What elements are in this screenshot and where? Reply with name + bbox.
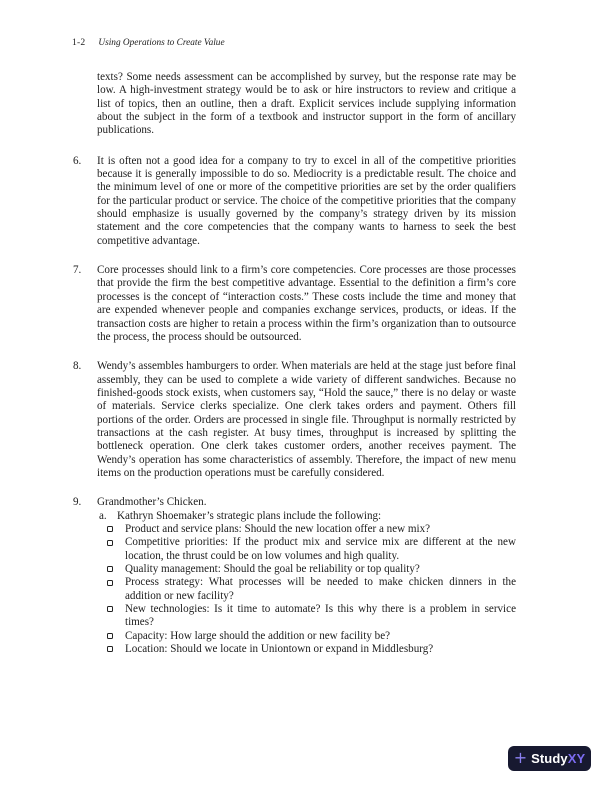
checklist-item	[97, 536, 516, 563]
checkbox-icon	[107, 540, 113, 546]
item-title: Grandmother’s Chicken.	[97, 496, 207, 509]
checklist-item-text: Competitive priorities: If the product mix and service mix are different at the new location, the thrust could be on low volumes and high quality.	[125, 536, 516, 562]
item-text: It is often not a good idea for a company to try to excel in all of the competitive priorities because it is generally impossible to do so. Mediocrity is a predictable result. The choice and the minimum level of one or more of the competitive priorities are set by the order qualifiers for the particular product or service. The choice of the competitive priorities that the company should emphasize is usually governed by the company’s strategy driven by its mission statement and the core competencies that the company wants to harness to seek the best competitive advantage.	[97, 154, 516, 247]
chapter-title: Using Operations to Create Value	[98, 38, 225, 48]
checklist-item-text: Product and service plans: Should the new location offer a new mix?	[125, 522, 431, 535]
item-number: 7.	[73, 264, 82, 277]
checklist-item	[97, 523, 516, 536]
item-number: 6.	[73, 154, 82, 167]
checkbox-icon	[107, 566, 113, 572]
checkbox-icon	[107, 580, 113, 586]
checklist-item-text: Process strategy: What processes will be needed to make chicken dinners in the addition or new facility?	[125, 576, 516, 602]
numbered-item-9	[73, 496, 516, 656]
checklist-item-text: New technologies: Is it time to automate? Is this why there is a problem in service times?	[125, 603, 516, 629]
checkbox-icon	[107, 633, 113, 639]
page-content	[73, 71, 516, 672]
item-number: 9.	[73, 496, 82, 509]
intro-paragraph: texts? Some needs assessment can be accomplished by survey, but the response rate may be low. A high-investment strategy would be to ask or hire instructors to review and critique a list of topics, then an outline, then a draft. Explicit services include supplying information about the subject in the form of a textbook and instructor support in the form of ancillary publications.	[97, 71, 516, 137]
item-number: 8.	[73, 360, 82, 373]
checkbox-icon	[107, 646, 113, 652]
checkbox-icon	[107, 526, 113, 532]
checkbox-icon	[107, 606, 113, 612]
checklist-item	[97, 643, 516, 656]
numbered-item-7	[73, 264, 516, 344]
brand-name-primary: Study	[531, 751, 568, 766]
page-number: 1-2	[72, 37, 86, 48]
brand-name-secondary: XY	[567, 751, 586, 766]
strategic-plans-checklist	[97, 523, 516, 656]
checklist-item-text: Capacity: How large should the addition or new facility be?	[125, 629, 391, 642]
item-text: Core processes should link to a firm’s core competencies. Core processes are those processes that provide the firm the best competitive advantage. Essential to the definition a firm’s core processes is the concept of “interaction costs.” These costs include the time and money that are expended whenever people and companies exchange services, products, or ideas. If the transaction costs are higher to retain a process within the firm’s organization than to outsource the process, the process should be outsourced.	[97, 264, 516, 343]
checklist-item	[97, 603, 516, 630]
page-header	[72, 37, 225, 48]
numbered-item-8	[73, 360, 516, 480]
sub-item-a	[97, 510, 516, 523]
checklist-item-text: Quality management: Should the goal be reliability or top quality?	[125, 563, 420, 575]
item-text: Wendy’s assembles hamburgers to order. When materials are held at the stage just before final assembly, they can be used to complete a wide variety of different sandwiches. Because no finished-goods stock exists, when customers say, “Hold the sauce,” there is no delay or waste of materials. Service clerks specialize. One clerk takes orders and payment. Others fill portions of the order. Orders are processed in single file. Throughput is normally restricted by transactions at the cash register. At busy times, throughput is increased by splitting the bottleneck operation. One clerk takes customer orders, another receives payment. The Wendy’s operation has some characteristics of assembly. Therefore, the impact of new menu items on the production operations must be carefully considered.	[97, 360, 516, 479]
sub-item-label: a.	[99, 509, 107, 522]
plus-icon: +	[513, 747, 528, 767]
checklist-item	[97, 630, 516, 643]
studyxy-watermark-badge	[508, 746, 591, 771]
checklist-item	[97, 563, 516, 576]
sub-item-text: Kathryn Shoemaker’s strategic plans include the following:	[117, 509, 382, 522]
checklist-item	[97, 576, 516, 603]
checklist-item-text: Location: Should we locate in Uniontown or expand in Middlesburg?	[125, 643, 434, 656]
numbered-item-6	[73, 155, 516, 248]
